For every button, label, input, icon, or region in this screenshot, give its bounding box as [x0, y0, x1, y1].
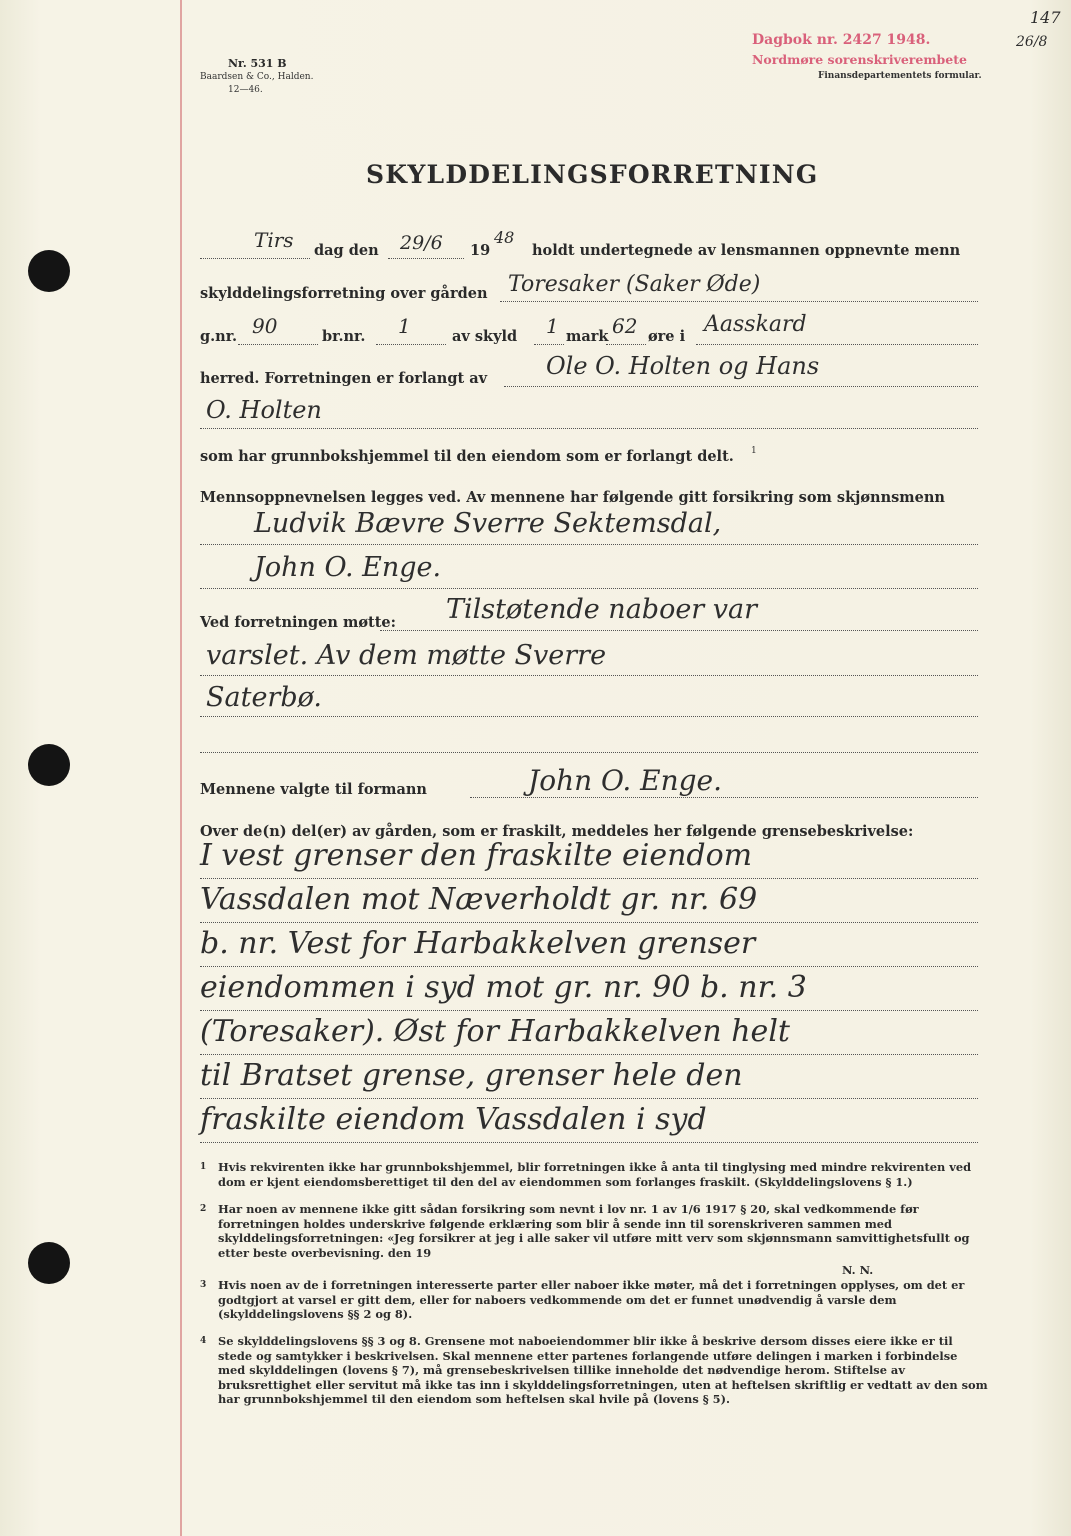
farm-name-handwritten: Toresaker (Saker Øde): [508, 272, 761, 297]
label-skyld: av skyld: [452, 328, 518, 345]
boundary-label: Over de(n) del(er) av gården, som er fraskilt, meddeles her følgende grensebeskrivelse:: [200, 823, 914, 840]
footnote-3: [200, 1278, 990, 1338]
boundary-line-2: Vassdalen mot Næverholdt gr. nr. 69: [200, 882, 758, 917]
page-number-note: 147: [1030, 8, 1061, 27]
year-handwritten: 48: [494, 228, 515, 247]
dotted-line: [504, 386, 978, 387]
footnote-text: Har noen av mennene ikke gitt sådan forsikring som nevnt i lov nr. 1 av 1/6 1917 § 20, skal vedkommende før forretningen holdes underskrive følgende erklæring som blir å sende inn til sorenskriveren sammen med skylddelingsforretningen: «Jeg forsikrer at jeg i alle saker vil utføre mitt verv som skjønnsmann samvittighetsfullt og etter beste overbevisning. den 19: [218, 1202, 970, 1260]
attendance-handwritten-2: varslet. Av dem møtte Sverre: [206, 640, 607, 671]
requested-by-handwritten-2: O. Holten: [206, 396, 322, 424]
label-over-garden: skylddelingsforretning over gården: [200, 285, 488, 302]
chairman-label: Mennene valgte til formann: [200, 781, 427, 798]
print-date: 12—46.: [228, 85, 263, 95]
attendance-handwritten-1: Tilstøtende naboer var: [446, 594, 758, 625]
form-authority: Finansdepartementets formular.: [818, 71, 982, 81]
label-gnr: g.nr.: [200, 328, 238, 345]
gnr-handwritten: 90: [252, 314, 278, 338]
red-margin-line: [180, 0, 182, 1536]
label-ore: øre i: [648, 328, 686, 345]
dotted-line: [200, 588, 978, 589]
boundary-line-6: til Bratset grense, grenser hele den: [200, 1058, 743, 1093]
printer-name: Baardsen & Co., Halden.: [200, 72, 314, 82]
punch-hole-bottom: [28, 1242, 70, 1284]
dotted-line: [500, 301, 978, 302]
dotted-line: [470, 797, 978, 798]
dotted-line: [200, 922, 978, 923]
dotted-line: [200, 966, 978, 967]
form-number: Nr. 531 B: [228, 57, 287, 70]
men-label: Mennsoppnevnelsen legges ved. Av mennene har følgende gitt forsikring som skjønnsmenn: [200, 489, 945, 506]
punch-hole-middle: [28, 744, 70, 786]
date-handwritten: 29/6: [400, 232, 443, 254]
dotted-line: [606, 344, 646, 345]
dotted-line: [200, 675, 978, 676]
dotted-line: [200, 428, 978, 429]
boundary-line-7: fraskilte eiendom Vassdalen i syd: [200, 1102, 707, 1137]
footnote-1: [200, 1160, 990, 1200]
dotted-line: [200, 1010, 978, 1011]
dotted-line: [376, 344, 446, 345]
footnote-number: 2: [200, 1204, 207, 1214]
label-herred: herred. Forretningen er forlangt av: [200, 370, 488, 387]
footnote-number: 1: [200, 1162, 207, 1172]
footnote-text: Hvis noen av de i forretningen interesserte parter eller naboer ikke møter, må det i forretningen opplyses, om det er godtgjort at varsel er gitt dem, eller for naboers vedkommende om det er funnet unødvendig å varsle dem (skylddelingslovens §§ 2 og 8).: [218, 1278, 965, 1321]
footnote-text: Hvis rekvirenten ikke har grunnbokshjemmel, blir forretningen ikke å anta til tinglysing med mindre rekvirenten ved dom er kjent eiendomsberettiget til den del av eiendommen som forlanges fraskilt. (Skylddelingslovens § 1.): [218, 1160, 972, 1189]
footnote-text: Se skylddelingslovens §§ 3 og 8. Grensene mot naboeiendommer blir ikke å beskrive dersom disses eiere ikke er til stede og samtykker i beskrivelsen. Skal mennene etter partenes forlangende utføre delingen i marken i forbindelse med skylddelingen (lovens § 7), må grensebeskrivelsen tillike inneholde det nødvendige herom. Stiftelse av bruksrettighet eller servitut må ikke tas inn i skylddelingsforretningen, uten at heftelsen skriftlig er vedtatt av den som har grunnbokshjemmel til den eiendom som heftelsen skal hvile på (lovens § 5).: [218, 1334, 988, 1406]
grunnbok-text: som har grunnbokshjemmel til den eiendom som er forlangt delt.: [200, 448, 734, 465]
nn-signature: N. N.: [842, 1263, 874, 1277]
intro-text: holdt undertegnede av lensmannen oppnevnte menn: [532, 242, 961, 259]
requested-by-handwritten-1: Ole O. Holten og Hans: [546, 352, 820, 380]
label-year-prefix: 19: [470, 242, 491, 259]
dotted-line: [380, 630, 978, 631]
boundary-line-5: (Toresaker). Øst for Harbakkelven helt: [200, 1014, 790, 1049]
men-handwritten-1: Ludvik Bævre Sverre Sektemsdal,: [254, 508, 722, 539]
municipality-handwritten: Aasskard: [704, 312, 807, 337]
stamp-line-1: Dagbok nr. 2427 1948.: [752, 32, 931, 48]
dotted-line: [200, 1054, 978, 1055]
label-mark: mark: [566, 328, 609, 345]
label-brnr: br.nr.: [322, 328, 366, 345]
weekday-handwritten: Tirs: [254, 228, 294, 252]
chairman-handwritten: John O. Enge.: [528, 764, 723, 797]
attendance-label: Ved forretningen møtte:: [200, 614, 396, 631]
footnote-number: 4: [200, 1336, 207, 1346]
dotted-line: [200, 878, 978, 879]
dotted-line: [200, 1098, 978, 1099]
boundary-line-1: I vest grenser den fraskilte eiendom: [200, 838, 753, 873]
footnote-ref-1: 1: [751, 446, 757, 456]
dotted-line: [238, 344, 318, 345]
punch-hole-top: [28, 250, 70, 292]
dotted-line: [200, 1142, 978, 1143]
footnote-2: [200, 1202, 990, 1272]
footnote-number: 3: [200, 1280, 207, 1290]
skyld-mark-handwritten: 1: [546, 314, 559, 338]
page-fraction-note: 26/8: [1016, 34, 1048, 50]
footnote-4: [200, 1334, 990, 1414]
men-handwritten-2: John O. Enge.: [254, 552, 442, 583]
boundary-line-3: b. nr. Vest for Harbakkelven grenser: [200, 926, 756, 961]
skyld-ore-handwritten: 62: [612, 314, 638, 338]
dotted-line: [696, 344, 978, 345]
dotted-line: [200, 716, 978, 717]
document-title: SKYLDDELINGSFORRETNING: [366, 160, 819, 189]
dotted-line: [200, 752, 978, 753]
boundary-line-4: eiendommen i syd mot gr. nr. 90 b. nr. 3: [200, 970, 807, 1005]
stamp-line-2: Nordmøre sorenskriverembete: [752, 52, 967, 67]
attendance-handwritten-3: Saterbø.: [206, 682, 322, 713]
label-dag-den: dag den: [314, 242, 379, 259]
brnr-handwritten: 1: [398, 314, 411, 338]
dotted-line: [200, 258, 310, 259]
dotted-line: [200, 544, 978, 545]
dotted-line: [534, 344, 564, 345]
dotted-line: [388, 258, 464, 259]
